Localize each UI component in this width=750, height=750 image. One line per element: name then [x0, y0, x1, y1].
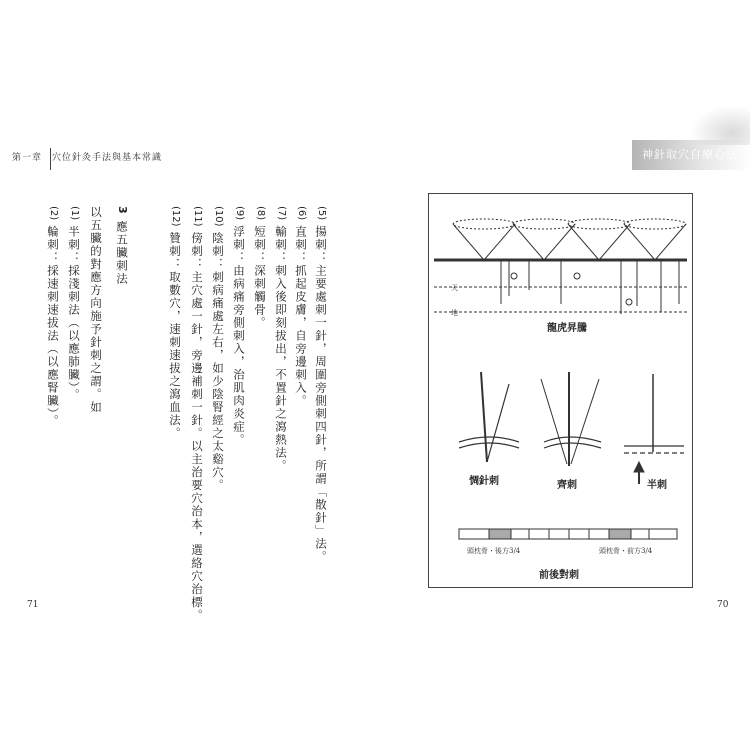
text-column-6: [293, 206, 309, 407]
book-title-badge: 神針取穴自療心法: [632, 140, 750, 170]
oblique-needling-diagram: [459, 372, 519, 462]
item-number: (10): [213, 206, 224, 227]
section-intro: [88, 206, 103, 414]
heaven-label: 天: [451, 284, 458, 292]
column-text: 陰刺：刺病痛處左右，如少陰腎經之太谿穴。: [211, 231, 225, 492]
figure-panel: [428, 193, 693, 588]
caption-dragon-tiger: 龍虎昇騰: [547, 323, 587, 334]
item-text: 輪刺：採速刺速拔法（以應腎臟）。: [46, 225, 60, 428]
item-number: (9): [234, 206, 245, 221]
earth-label: 地: [451, 309, 458, 317]
item-number: (5): [316, 206, 327, 221]
caption-oblique: 惆針刺: [469, 476, 499, 487]
text-column-7: [273, 206, 289, 472]
item-number: (1): [69, 206, 80, 221]
text-item-2: [45, 206, 61, 428]
section-heading: [114, 206, 130, 285]
section-title: 應五臟刺法: [115, 220, 129, 286]
text-column-8: [252, 206, 268, 329]
header-divider: [50, 148, 51, 170]
caption-front-back: 前後對刺: [539, 570, 579, 581]
item-number: (6): [296, 206, 307, 221]
item-number: (11): [192, 206, 203, 227]
chapter-label: 第一章: [12, 153, 43, 163]
caption-half: 半刺: [647, 480, 667, 491]
column-text: 短刺：深刺觸骨。: [253, 225, 267, 330]
page-number-left: 71: [27, 600, 39, 610]
needling-diagrams: [429, 194, 692, 587]
front-back-bar: [459, 529, 677, 539]
column-text: 揚刺：主要處刺一針，周圍旁側刺四針，所謂「散針」法。: [314, 225, 328, 564]
column-text: 直刺：抓起皮膚，自旁邊刺入。: [294, 225, 308, 408]
text-column-12: [167, 206, 183, 440]
text-item-1: [66, 206, 82, 402]
column-text: 浮刺：由病痛旁側刺入，治肌肉炎症。: [232, 225, 246, 447]
text-column-9: [231, 206, 247, 446]
column-text: 贊刺：取數穴，速刺速拔之瀉血法。: [168, 231, 182, 440]
section-number: 3: [116, 206, 129, 216]
item-number: (8): [255, 206, 266, 221]
half-needling-diagram: [624, 374, 684, 484]
dragon-tiger-diagram: [434, 219, 687, 314]
page-number-right: 70: [717, 600, 729, 610]
note-back: 頭枕骨・後方3/4: [467, 547, 521, 555]
item-number: (7): [276, 206, 287, 221]
chapter-title: 穴位針灸手法與基本常識: [52, 153, 163, 163]
item-text: 半刺：採淺刺法（以應肺臟）。: [67, 225, 81, 402]
item-number: (12): [170, 206, 181, 227]
text-column-10: [210, 206, 226, 492]
caption-triple: 齊刺: [557, 480, 577, 491]
column-text: 輸刺：刺入後即刻拔出，不置針之瀉熱法。: [274, 225, 288, 473]
triple-needling-diagram: [541, 372, 601, 466]
text-column-11: [189, 206, 205, 622]
intro-text: 以五臟的對應方向施予針刺之謂。如: [89, 206, 103, 414]
note-front: 頭枕骨・前方3/4: [599, 547, 653, 555]
column-text: 傍刺：主穴處一針，旁邊補刺一針。以主治要穴治本，選絡穴治標。: [190, 231, 204, 622]
item-number: (2): [48, 206, 59, 221]
text-column-5: [313, 206, 329, 563]
cloud-decoration: [690, 105, 750, 145]
running-header: [12, 150, 162, 163]
